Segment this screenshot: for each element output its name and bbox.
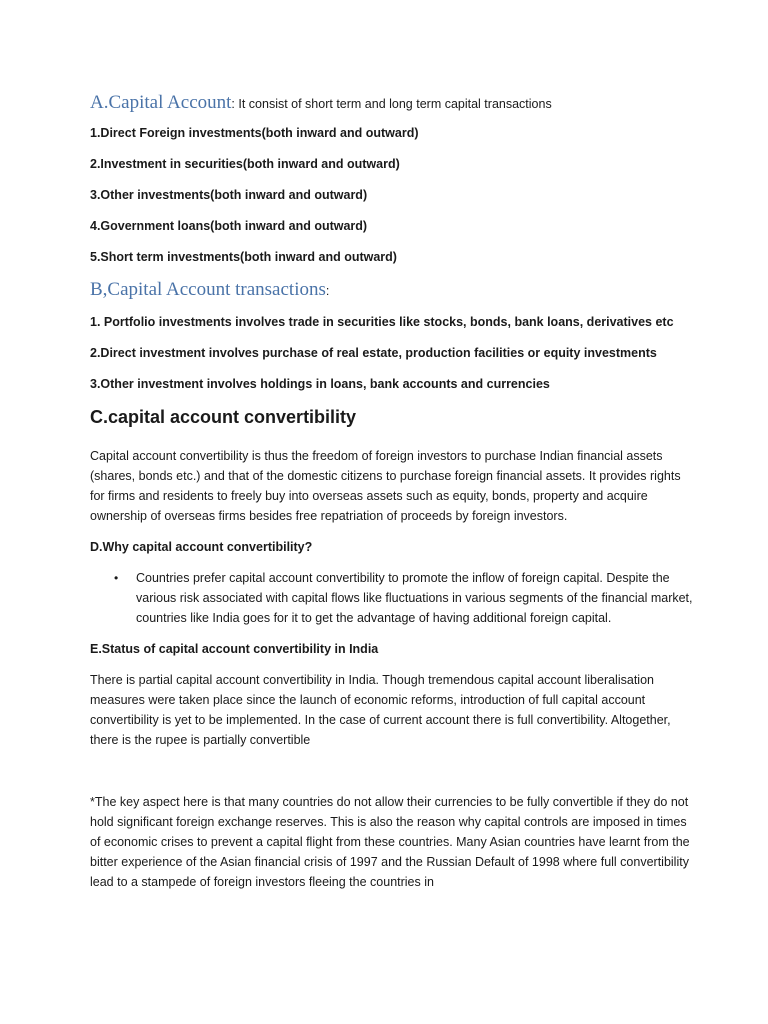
- section-d-bullet-text: Countries prefer capital account convertibility to promote the inflow of foreign capital. Despite the various risk associated with capital flows like fluctuations in various segments of the financial market, countries like India goes for it to get the advantage of having additional foreign capital.: [136, 571, 693, 625]
- section-a-item-2: 2.Investment in securities(both inward and outward): [90, 157, 400, 171]
- section-a-item-1: 1.Direct Foreign investments(both inward and outward): [90, 126, 419, 140]
- section-e-paragraph: There is partial capital account convertibility in India. Though tremendous capital account liberalisation measures were taken place since the launch of economic reforms, introduction of full capital account convertibility is yet to be implemented. In the case of current account there is full convertibility. Altogether, there is the rupee is partially convertible: [90, 673, 671, 747]
- section-a-intro: : It consist of short term and long term capital transactions: [231, 97, 552, 111]
- section-d-bullet-item: [90, 568, 698, 628]
- section-a-item-4: 4.Government loans(both inward and outward): [90, 219, 368, 233]
- section-b-colon: :: [325, 284, 330, 298]
- section-a-item-3: 3.Other investments(both inward and outward): [90, 188, 368, 202]
- note-paragraph: *The key aspect here is that many countries do not allow their currencies to be fully convertible if they do not hold significant foreign exchange reserves. This is also the reason why capital controls are imposed in times of economic crises to prevent a capital flight from these countries. Many Asian countries have learnt from the bitter experience of the Asian financial crisis of 1997 and the Russian Default of 1998 where full convertibility lead to a stampede of foreign investors fleeing the countries in: [90, 795, 690, 889]
- section-c-paragraph: Capital account convertibility is thus the freedom of foreign investors to purchase Indian financial assets (shares, bonds etc.) and that of the domestic citizens to purchase foreign financial assets. It provides rights for firms and residents to freely buy into overseas assets such as equity, bonds, property and acquire ownership of overseas firms besides free repatriation of proceeds by foreign investors.: [90, 449, 681, 523]
- section-d-heading: D.Why capital account convertibility?: [90, 540, 313, 554]
- section-a-heading: [90, 92, 698, 114]
- section-e-heading: E.Status of capital account convertibility in India: [90, 642, 379, 656]
- section-b-title: B,Capital Account transactions: [90, 279, 326, 300]
- section-b-item-1: 1. Portfolio investments involves trade in securities like stocks, bonds, bank loans, derivatives etc: [90, 315, 674, 329]
- section-b-item-3: 3.Other investment involves holdings in loans, bank accounts and currencies: [90, 377, 550, 391]
- bullet-dot: •: [114, 571, 119, 585]
- section-c-heading: C.capital account convertibility: [90, 407, 357, 427]
- section-b-item-2: 2.Direct investment involves purchase of real estate, production facilities or equity investments: [90, 346, 657, 360]
- section-a-item-5: 5.Short term investments(both inward and outward): [90, 250, 397, 264]
- section-a-title: A.Capital Account: [90, 92, 232, 113]
- section-b-heading: [90, 279, 698, 301]
